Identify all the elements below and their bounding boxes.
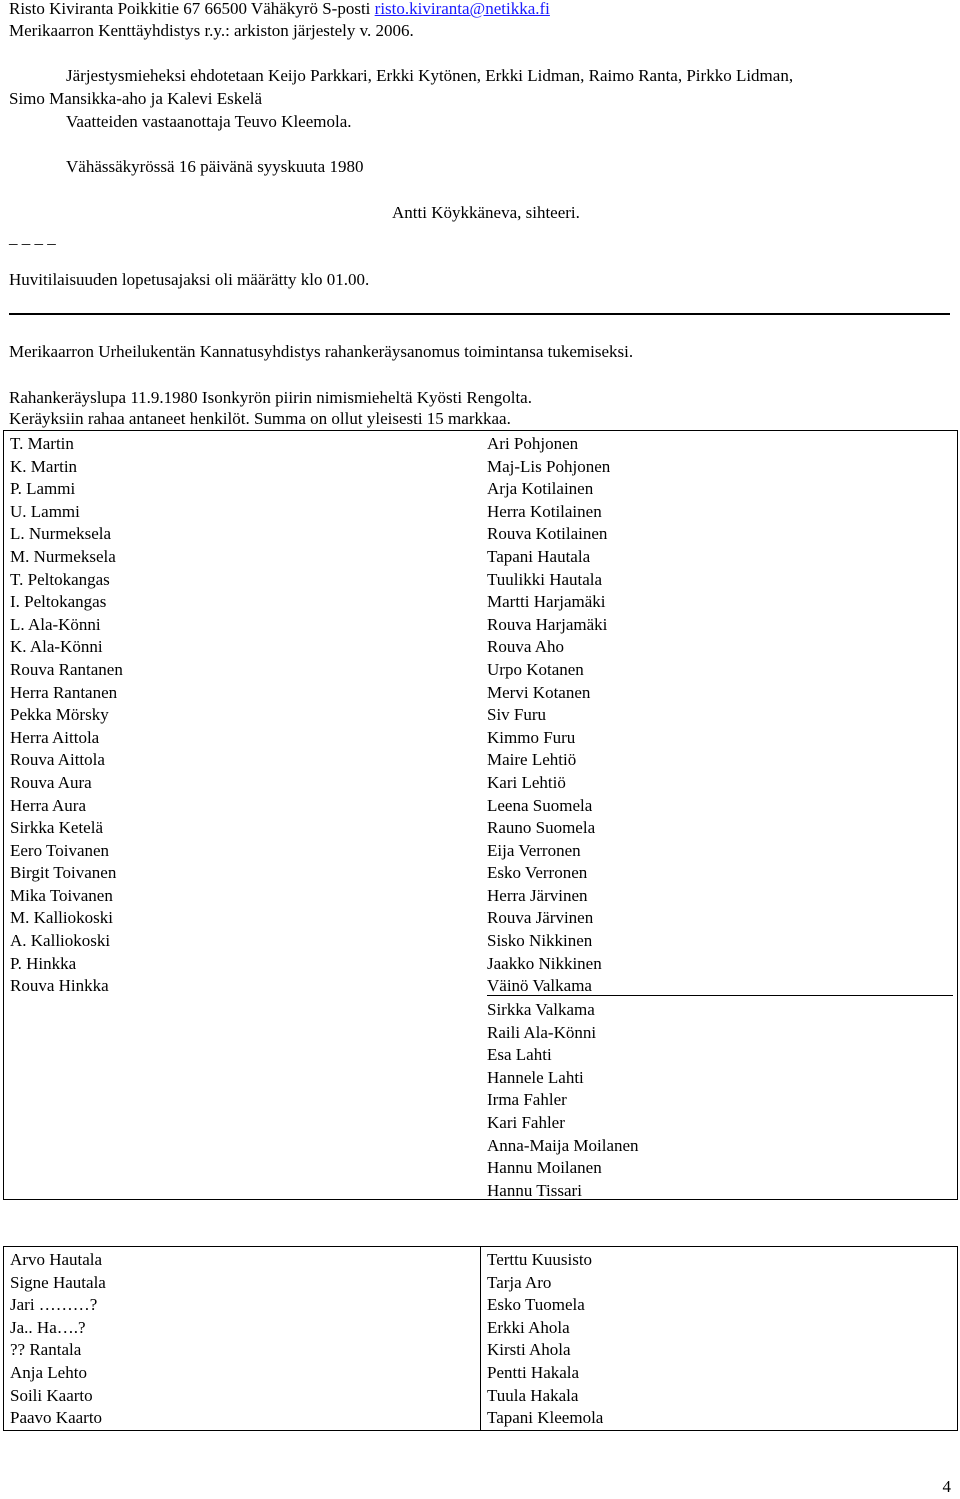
list-item: Erkki Ahola xyxy=(487,1317,570,1337)
email-link[interactable]: risto.kiviranta@netikka.fi xyxy=(374,0,550,18)
donors-table-1-left-column xyxy=(10,433,123,998)
list-item: M. Nurmeksela xyxy=(10,546,116,566)
donors-table-2-left-column xyxy=(10,1249,106,1430)
list-item: Leena Suomela xyxy=(487,795,593,815)
list-item: Anja Lehto xyxy=(10,1362,87,1382)
list-item: Ari Pohjonen xyxy=(487,434,579,453)
donors-table-2-right-column xyxy=(487,1249,603,1430)
list-item: K. Martin xyxy=(10,456,78,476)
list-item: Raili Ala-Könni xyxy=(487,1022,597,1042)
place-date: Vähässäkyrössä 16 päivänä syyskuuta 1980 xyxy=(66,157,364,176)
list-item: Soili Kaarto xyxy=(10,1385,93,1405)
list-item: I. Peltokangas xyxy=(10,592,107,612)
list-item: Rouva Kotilainen xyxy=(487,524,608,544)
list-item: Pekka Mörsky xyxy=(10,705,109,725)
dash-marks: _ _ _ _ xyxy=(9,228,56,247)
list-item: Arja Kotilainen xyxy=(487,479,594,499)
list-item: Mika Toivanen xyxy=(10,885,113,905)
list-item: Herra Aittola xyxy=(10,727,100,747)
signature: Antti Köykkäneva, sihteeri. xyxy=(392,203,580,222)
appeal-title: Merikaarron Urheilukentän Kannatusyhdistys rahankeräysanomus toimintansa tukemiseksi. xyxy=(9,342,634,361)
list-item: Rouva Hinkka xyxy=(10,976,109,996)
list-item: Kirsti Ahola xyxy=(487,1340,571,1360)
list-item: Esko Verronen xyxy=(487,863,588,883)
closing-time: Huvitilaisuuden lopetusajaksi oli määrätty klo 01.00. xyxy=(9,270,370,289)
list-item: Arvo Hautala xyxy=(10,1250,103,1269)
list-item: Rouva Harjamäki xyxy=(487,614,608,634)
list-item: Tuulikki Hautala xyxy=(487,569,603,589)
table-divider xyxy=(480,1247,481,1430)
list-item: K. Ala-Könni xyxy=(10,637,103,657)
list-item: Maire Lehtiö xyxy=(487,750,577,770)
header-address-line xyxy=(9,0,550,21)
list-item: T. Martin xyxy=(10,434,74,453)
list-item: Rauno Suomela xyxy=(487,818,596,838)
list-item: Eija Verronen xyxy=(487,840,581,860)
list-item: U. Lammi xyxy=(10,501,80,521)
list-item: Jari ………? xyxy=(10,1295,98,1315)
list-item: Irma Fahler xyxy=(487,1090,567,1110)
list-item: Tuula Hakala xyxy=(487,1385,579,1405)
header-subtitle: Merikaarron Kenttäyhdistys r.y.: arkiston järjestely v. 2006. xyxy=(9,21,414,40)
donors-table-1-right-continued xyxy=(487,999,639,1202)
donors-table-1-right-column xyxy=(487,433,610,998)
list-item: Kari Fahler xyxy=(487,1112,565,1132)
list-item: Jaakko Nikkinen xyxy=(487,953,602,973)
list-item: L. Nurmeksela xyxy=(10,524,112,544)
list-item: P. Lammi xyxy=(10,479,76,499)
list-item: T. Peltokangas xyxy=(10,569,110,589)
list-item: Signe Hautala xyxy=(10,1272,106,1292)
list-item: Sirkka Valkama xyxy=(487,1000,595,1019)
list-item: A. Kalliokoski xyxy=(10,931,111,951)
list-separator xyxy=(487,995,953,996)
list-item: Paavo Kaarto xyxy=(10,1408,103,1428)
list-item: ?? Rantala xyxy=(10,1340,82,1360)
list-item: Urpo Kotanen xyxy=(487,659,584,679)
list-item: P. Hinkka xyxy=(10,953,77,973)
list-item: Birgit Toivanen xyxy=(10,863,117,883)
list-item: Terttu Kuusisto xyxy=(487,1250,593,1269)
list-item: Anna-Maija Moilanen xyxy=(487,1135,639,1155)
list-item: Siv Furu xyxy=(487,705,547,725)
donors-table-1 xyxy=(3,430,958,1200)
list-item: Herra Aura xyxy=(10,795,86,815)
section-divider xyxy=(9,313,950,315)
list-item: Esa Lahti xyxy=(487,1045,552,1065)
list-item: Rouva Aho xyxy=(487,637,564,657)
minutes-line-1: Järjestysmieheksi ehdotetaan Keijo Parkkari, Erkki Kytönen, Erkki Lidman, Raimo Ranta, Pirkko Lidman, xyxy=(66,66,794,85)
list-item: Esko Tuomela xyxy=(487,1295,585,1315)
header-address: Risto Kiviranta Poikkitie 67 66500 Vähäkyrö S-posti xyxy=(9,0,375,18)
list-item: Maj-Lis Pohjonen xyxy=(487,456,611,476)
list-item: Herra Rantanen xyxy=(10,682,118,702)
list-item: Kimmo Furu xyxy=(487,727,576,747)
list-item: Mervi Kotanen xyxy=(487,682,591,702)
list-item: Eero Toivanen xyxy=(10,840,110,860)
list-item: Hannu Moilanen xyxy=(487,1158,602,1178)
list-item: Hannu Tissari xyxy=(487,1180,582,1200)
minutes-line-3: Vaatteiden vastaanottaja Teuvo Kleemola. xyxy=(66,112,352,131)
list-item: Rouva Rantanen xyxy=(10,659,123,679)
list-item: Sisko Nikkinen xyxy=(487,931,593,951)
list-item: Herra Kotilainen xyxy=(487,501,602,521)
donors-intro: Keräyksiin rahaa antaneet henkilöt. Summa on ollut yleisesti 15 markkaa. xyxy=(9,409,511,428)
list-item: Väinö Valkama xyxy=(487,976,592,996)
list-item: Tapani Hautala xyxy=(487,546,591,566)
list-item: Pentti Hakala xyxy=(487,1362,580,1382)
list-item: Tarja Aro xyxy=(487,1272,552,1292)
list-item: Sirkka Ketelä xyxy=(10,818,103,838)
donors-table-2 xyxy=(3,1246,958,1431)
list-item: Rouva Aura xyxy=(10,772,92,792)
list-item: Rouva Aittola xyxy=(10,750,105,770)
list-item: Martti Harjamäki xyxy=(487,592,606,612)
list-item: M. Kalliokoski xyxy=(10,908,113,928)
list-item: Herra Järvinen xyxy=(487,885,588,905)
list-item: Kari Lehtiö xyxy=(487,772,566,792)
page-number: 4 xyxy=(942,1477,951,1496)
list-item: L. Ala-Könni xyxy=(10,614,101,634)
list-item: Rouva Järvinen xyxy=(487,908,594,928)
list-item: Ja.. Ha….? xyxy=(10,1317,86,1337)
list-item: Tapani Kleemola xyxy=(487,1408,604,1428)
permit-line: Rahankeräyslupa 11.9.1980 Isonkyrön piirin nimismieheltä Kyösti Rengolta. xyxy=(9,388,532,407)
list-item: Hannele Lahti xyxy=(487,1067,584,1087)
minutes-line-2: Simo Mansikka-aho ja Kalevi Eskelä xyxy=(9,89,263,108)
